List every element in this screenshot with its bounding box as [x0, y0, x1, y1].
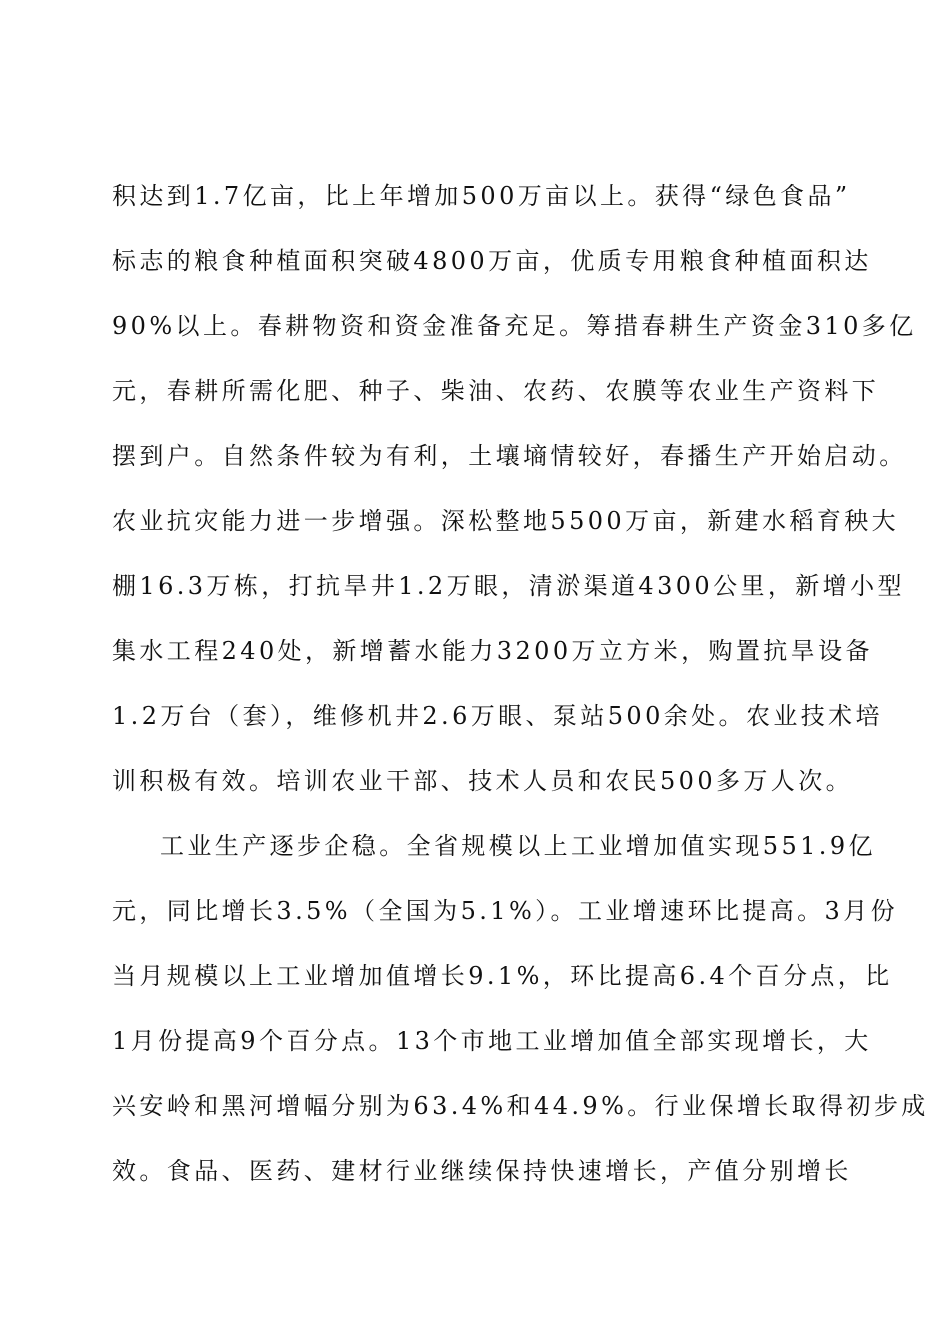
text-line: 训积极有效。培训农业干部、技术人员和农民500多万人次。	[112, 767, 854, 795]
text-line: 1.2万台（套），维修机井2.6万眼、泵站500余处。农业技术培	[112, 702, 883, 730]
text-line: 效。食品、医药、建材行业继续保持快速增长，产值分别增长	[112, 1157, 852, 1185]
text-line: 集水工程240处，新增蓄水能力3200万立方米，购置抗旱设备	[112, 637, 873, 665]
text-line: 棚16.3万栋，打抗旱井1.2万眼，清淤渠道4300公里，新增小型	[112, 572, 905, 600]
text-line: 积达到1.7亿亩，比上年增加500万亩以上。获得“绿色食品”	[112, 182, 851, 210]
text-line: 元，同比增长3.5%（全国为5.1%）。工业增速环比提高。3月份	[112, 897, 899, 925]
paragraph-start-line: 工业生产逐步企稳。全省规模以上工业增加值实现551.9亿	[160, 832, 876, 860]
text-line: 当月规模以上工业增加值增长9.1%，环比提高6.4个百分点，比	[112, 962, 893, 990]
text-line: 元，春耕所需化肥、种子、柴油、农药、农膜等农业生产资料下	[112, 377, 880, 405]
text-line: 1月份提高9个百分点。13个市地工业增加值全部实现增长，大	[112, 1027, 872, 1055]
text-line: 摆到户。自然条件较为有利，土壤墒情较好，春播生产开始启动。	[112, 442, 907, 470]
text-line: 兴安岭和黑河增幅分别为63.4%和44.9%。行业保增长取得初步成	[112, 1092, 929, 1120]
text-line: 标志的粮食种植面积突破4800万亩，优质专用粮食种植面积达	[112, 247, 872, 275]
text-line: 90%以上。春耕物资和资金准备充足。筹措春耕生产资金310多亿	[112, 312, 917, 340]
text-line: 农业抗灾能力进一步增强。深松整地5500万亩，新建水稻育秧大	[112, 507, 900, 535]
body-text	[112, 171, 929, 1211]
